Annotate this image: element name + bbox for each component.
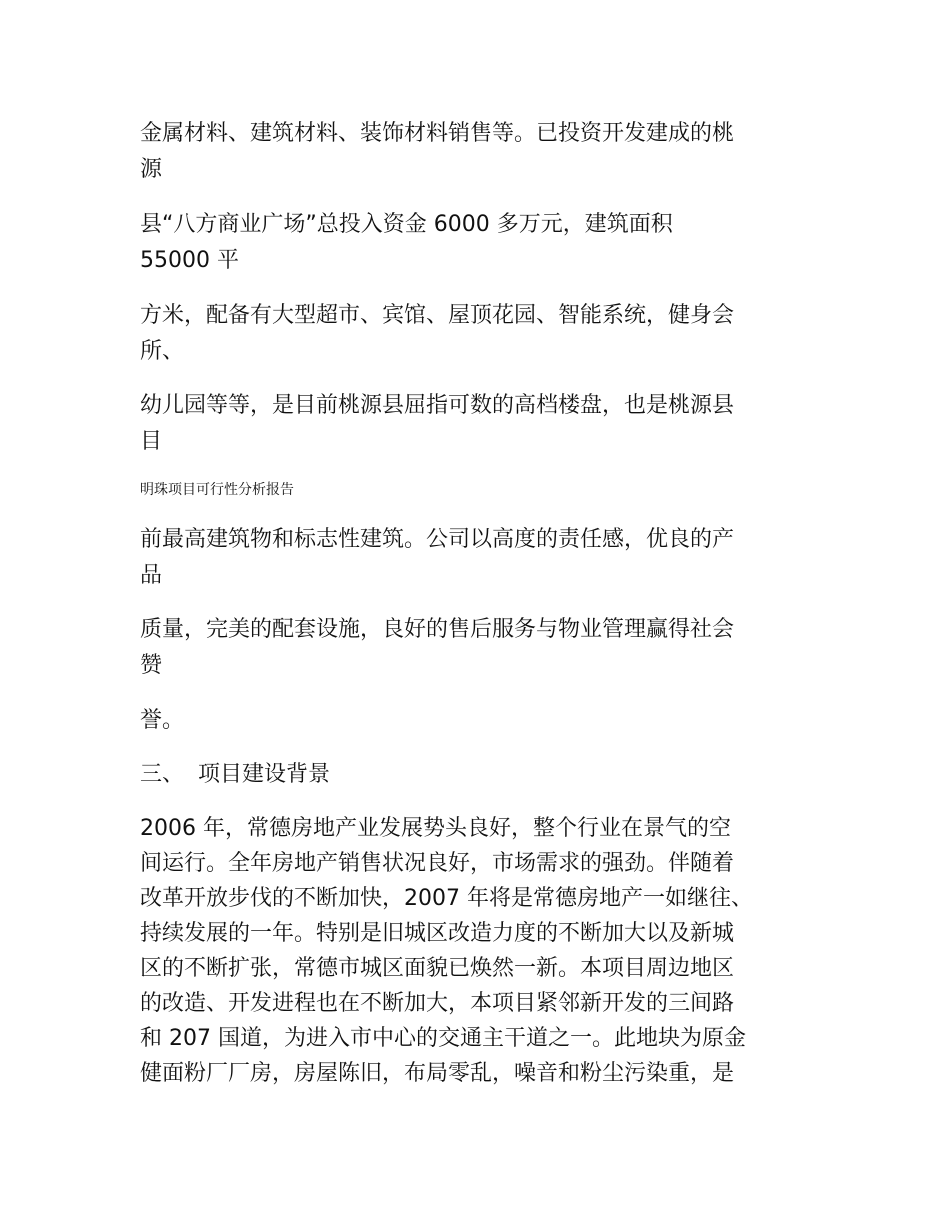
- paragraph-line: 2006 年，常德房地产业发展势头良好，整个行业在景气的空: [140, 816, 731, 841]
- paragraph-line: 目: [140, 429, 163, 454]
- section-heading: [140, 757, 820, 793]
- paragraph-2: [140, 207, 820, 279]
- paragraph-5: [140, 522, 820, 594]
- paragraph-line: 改革开放步伐的不断加快，2007 年将是常德房地产一如继往、: [140, 886, 753, 911]
- paragraph-line: 金属材料、建筑材料、装饰材料销售等。已投资开发建成的桃: [140, 121, 735, 146]
- paragraph-3: [140, 298, 820, 370]
- paragraph-line: 县“八方商业广场”总投入资金 6000 多万元，建筑面积: [140, 212, 673, 237]
- paragraph-line: 前最高建筑物和标志性建筑。公司以高度的责任感，优良的产: [140, 527, 735, 552]
- paragraph-line: 区的不断扩张，常德市城区面貌已焕然一新。本项目周边地区: [140, 956, 735, 981]
- paragraph-line: 方米，配备有大型超市、宾馆、屋顶花园、智能系统，健身会: [140, 303, 735, 328]
- paragraph-line: 源: [140, 157, 163, 182]
- paragraph-line: 幼儿园等等，是目前桃源县屈指可数的高档楼盘，也是桃源县: [140, 393, 735, 418]
- running-header: 明珠项目可行性分析报告: [140, 482, 294, 498]
- paragraph-line: 持续发展的一年。特别是旧城区改造力度的不断加大以及新城: [140, 921, 735, 946]
- paragraph-1: [140, 116, 820, 188]
- paragraph-line: 的改造、开发进程也在不断加大，本项目紧邻新开发的三间路: [140, 991, 735, 1016]
- paragraph-line: 所、: [140, 339, 185, 364]
- paragraph-6: [140, 612, 820, 684]
- paragraph-line: 55000 平: [140, 248, 239, 273]
- paragraph-line: 间运行。全年房地产销售状况良好，市场需求的强劲。伴随着: [140, 851, 735, 876]
- paragraph-line: 誉。: [140, 708, 185, 733]
- section-heading-text: 三、 项目建设背景: [140, 762, 330, 787]
- paragraph-line: 品: [140, 563, 163, 588]
- paragraph-7: [140, 703, 820, 739]
- paragraph-4: [140, 388, 820, 460]
- paragraph-line: 赞: [140, 653, 163, 678]
- paragraph-line: 和 207 国道，为进入市中心的交通主干道之一。此地块为原金: [140, 1026, 746, 1051]
- body-paragraph: [140, 811, 820, 1091]
- paragraph-line: 健面粉厂厂房，房屋陈旧，布局零乱，噪音和粉尘污染重，是: [140, 1061, 735, 1086]
- paragraph-line: 质量，完美的配套设施，良好的售后服务与物业管理赢得社会: [140, 617, 735, 642]
